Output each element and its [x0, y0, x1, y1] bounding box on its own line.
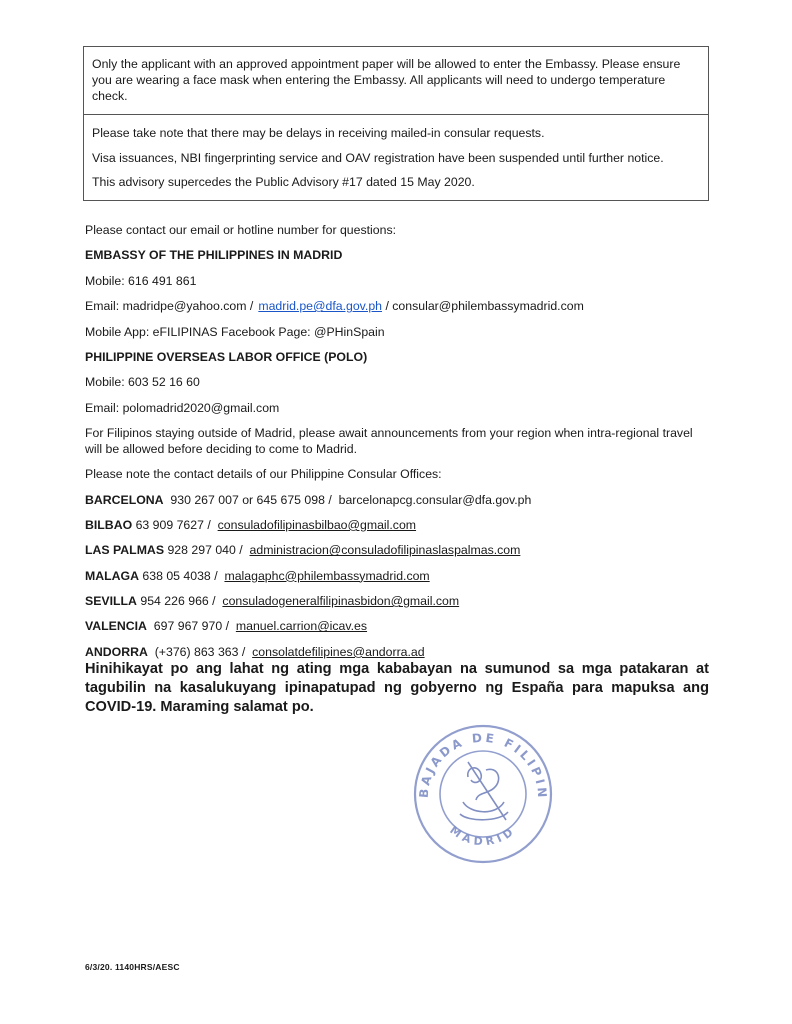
- seal-stamp-icon: [408, 722, 558, 867]
- embassy-email-prefix: Email: madridpe@yahoo.com /: [85, 299, 254, 314]
- embassy-email-line: [85, 298, 715, 323]
- office-row: [85, 593, 715, 618]
- svg-text:MADRID: [447, 823, 518, 848]
- office-email[interactable]: consolatdefilipines@andorra.ad: [252, 644, 425, 659]
- office-email[interactable]: malagaphc@philembassymadrid.com: [224, 568, 430, 583]
- office-row: [85, 568, 715, 593]
- embassy-seal: [408, 722, 558, 867]
- office-phone: 697 967 970 /: [153, 619, 230, 634]
- embassy-heading: EMBASSY OF THE PHILIPPINES IN MADRID: [85, 248, 343, 263]
- contact-section: [85, 222, 715, 669]
- office-email[interactable]: consuladofilipinasbilbao@gmail.com: [217, 517, 417, 532]
- closing-message: Hinihikayat po ang lahat ng ating mga kababayan na sumunod sa mga patakaran at tagubilin na kasalukuyang ipinapatupad ng gobyerno ng España para mapuksa ang COVID-19. Maraming salamat po.: [85, 661, 709, 715]
- advisory-notes-box: [83, 115, 709, 201]
- supersede-notice-text: This advisory supercedes the Public Advisory #17 dated 15 May 2020.: [92, 175, 475, 189]
- contact-intro: Please contact our email or hotline number for questions:: [85, 223, 397, 237]
- office-city: ANDORRA: [85, 644, 148, 659]
- office-phone: 954 226 966 /: [140, 594, 216, 609]
- office-phone: 930 267 007 or 645 675 098 /: [170, 492, 332, 507]
- delays-notice-text: Please take note that there may be delays in receiving mailed-in consular requests.: [92, 126, 545, 140]
- office-phone: 638 05 4038 /: [142, 568, 218, 583]
- embassy-app-line: Mobile App: eFILIPINAS Facebook Page: @PHinSpain: [85, 324, 385, 339]
- polo-mobile: Mobile: 603 52 16 60: [85, 375, 200, 390]
- svg-text:EMBAJADA DE FILIPINAS: [408, 722, 549, 801]
- footer-reference: 6/3/20. 1140HRS/AESC: [85, 962, 180, 972]
- office-city: BILBAO: [85, 517, 133, 532]
- office-row: [85, 542, 715, 567]
- outside-madrid-note: For Filipinos staying outside of Madrid, please await announcements from your region when intra-regional travel will be allowed before deciding to come to Madrid.: [85, 426, 693, 457]
- polo-email: Email: polomadrid2020@gmail.com: [85, 400, 280, 415]
- consular-intro: Please note the contact details of our Philippine Consular Offices:: [85, 467, 442, 482]
- office-email[interactable]: administracion@consuladofilipinaslaspalmas.com: [249, 543, 521, 558]
- entry-notice-text: Only the applicant with an approved appointment paper will be allowed to enter the Embassy. Please ensure you are wearing a face mask when entering the Embassy. All applicants will need to undergo temperature check.: [92, 57, 681, 103]
- embassy-email-suffix: / consular@philembassymadrid.com: [385, 299, 584, 314]
- office-email[interactable]: consuladogeneralfilipinasbidon@gmail.com: [222, 594, 460, 609]
- office-phone: (+376) 863 363 /: [154, 644, 246, 659]
- office-city: BARCELONA: [85, 492, 164, 507]
- polo-heading: PHILIPPINE OVERSEAS LABOR OFFICE (POLO): [85, 349, 368, 364]
- office-phone: 63 909 7627 /: [135, 517, 211, 532]
- office-city: VALENCIA: [85, 619, 147, 634]
- office-row: [85, 517, 715, 542]
- seal-ring-text: BAJADA DE FILIPIN: [416, 730, 550, 801]
- office-email[interactable]: manuel.carrion@icav.es: [235, 619, 368, 634]
- embassy-email-link[interactable]: madrid.pe@dfa.gov.ph: [258, 299, 383, 314]
- embassy-mobile: Mobile: 616 491 861: [85, 273, 197, 288]
- office-row: [85, 492, 715, 517]
- office-city: SEVILLA: [85, 594, 137, 609]
- office-city: MALAGA: [85, 568, 139, 583]
- office-city: LAS PALMAS: [85, 543, 165, 558]
- suspension-notice-text: Visa issuances, NBI fingerprinting service and OAV registration have been suspended until further notice.: [92, 150, 664, 165]
- entry-notice-box: [83, 46, 709, 115]
- seal-city-text: MADRID: [447, 823, 519, 849]
- office-email: barcelonapcg.consular@dfa.gov.ph: [338, 492, 532, 507]
- office-row: [85, 618, 715, 643]
- office-phone: 928 297 040 /: [167, 543, 243, 558]
